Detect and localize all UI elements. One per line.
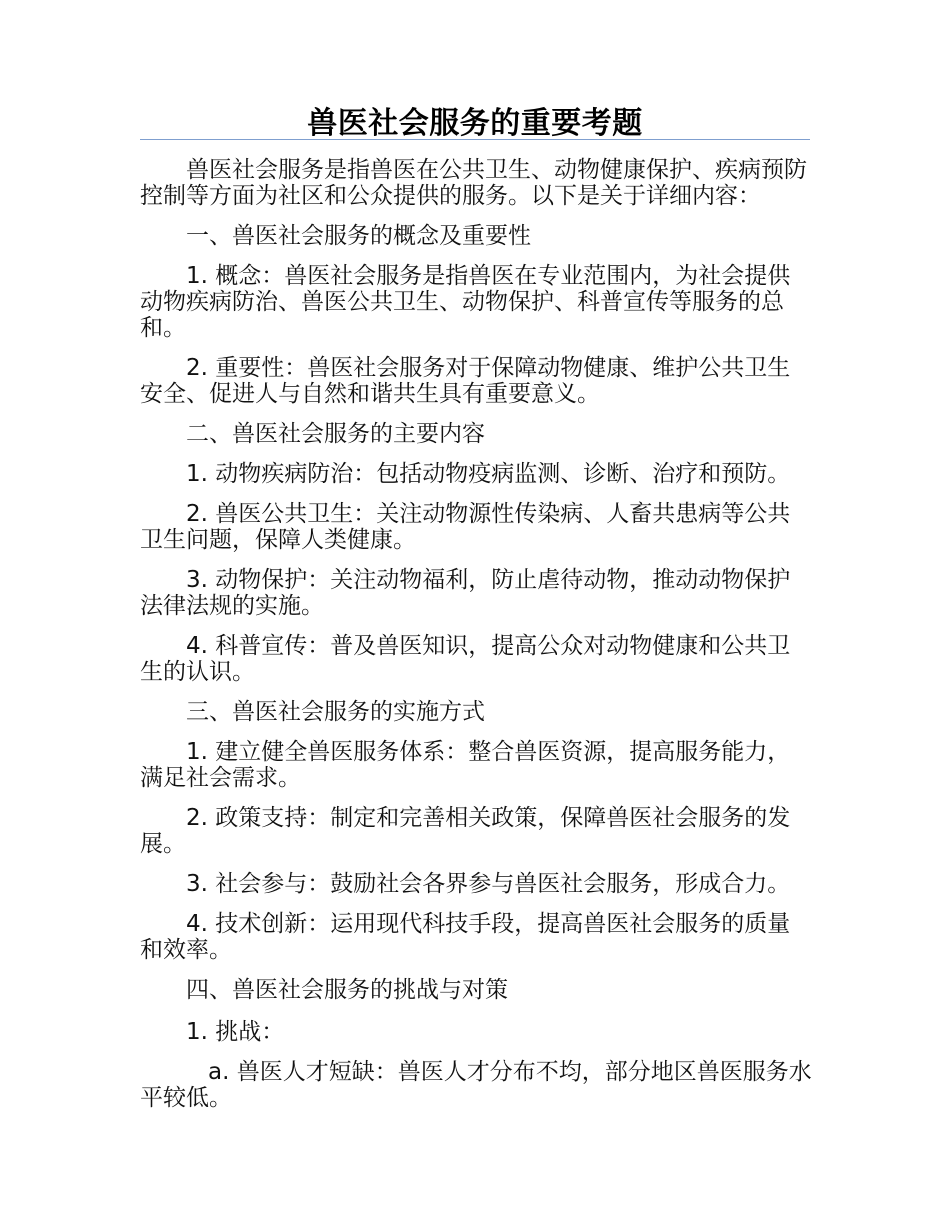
list-item: 1. 挑战： <box>186 1019 285 1045</box>
document-title: 兽医社会服务的重要考题 <box>307 106 643 141</box>
section-heading-4: 四、兽医社会服务的挑战与对策 <box>186 977 508 1003</box>
list-item: 1. 建立健全兽医服务体系：整合兽医资源，提高服务能力，满足社会需求。 <box>140 739 791 791</box>
title-underline <box>140 139 810 140</box>
list-item: a. 兽医人才短缺：兽医人才分布不均，部分地区兽医服务水平较低。 <box>140 1059 812 1111</box>
list-item: 3. 动物保护：关注动物福利，防止虐待动物，推动动物保护法律法规的实施。 <box>140 567 791 619</box>
list-item: 3. 社会参与：鼓励社会各界参与兽医社会服务，形成合力。 <box>186 871 791 897</box>
list-item: 2. 重要性：兽医社会服务对于保障动物健康、维护公共卫生安全、促进人与自然和谐共生具有重要意义。 <box>140 355 791 407</box>
list-item: 1. 动物疾病防治：包括动物疫病监测、诊断、治疗和预防。 <box>186 461 791 487</box>
section-heading-2: 二、兽医社会服务的主要内容 <box>186 421 485 447</box>
list-item: 2. 兽医公共卫生：关注动物源性传染病、人畜共患病等公共卫生问题，保障人类健康。 <box>140 501 791 553</box>
list-item: 2. 政策支持：制定和完善相关政策，保障兽医社会服务的发展。 <box>140 805 791 857</box>
section-heading-3: 三、兽医社会服务的实施方式 <box>186 699 485 725</box>
intro-paragraph: 兽医社会服务是指兽医在公共卫生、动物健康保护、疾病预防控制等方面为社区和公众提供的服务。以下是关于详细内容： <box>140 157 807 209</box>
document-body <box>140 157 812 1111</box>
list-item: 4. 技术创新：运用现代科技手段，提高兽医社会服务的质量和效率。 <box>140 911 791 963</box>
list-item: 4. 科普宣传：普及兽医知识，提高公众对动物健康和公共卫生的认识。 <box>140 633 791 685</box>
list-item: 1. 概念：兽医社会服务是指兽医在专业范围内，为社会提供动物疾病防治、兽医公共卫生、动物保护、科普宣传等服务的总和。 <box>140 263 791 341</box>
section-heading-1: 一、兽医社会服务的概念及重要性 <box>186 223 531 249</box>
